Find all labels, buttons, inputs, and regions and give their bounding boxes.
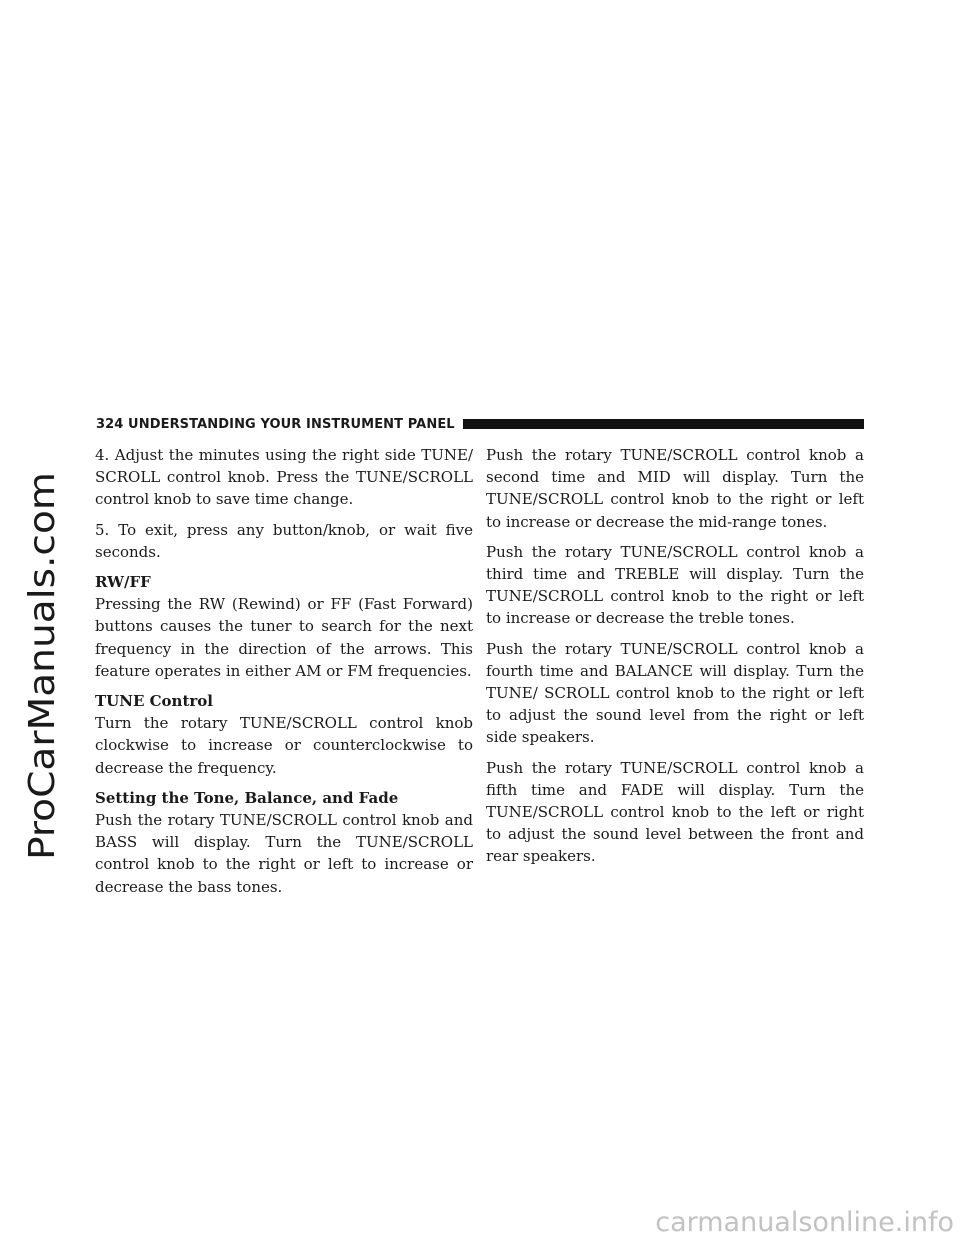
page-number-and-section-title: 324 UNDERSTANDING YOUR INSTRUMENT PANEL [96, 416, 455, 432]
fade-paragraph: Push the rotary TUNE/SCROLL control knob a fifth time and FADE will display. Turn the TUNE/SCROLL control knob to the left or right to adjust the sound level between the front and rear speakers. [486, 758, 864, 866]
step-5-paragraph: 5. To exit, press any button/knob, or wait five seconds. [95, 520, 473, 561]
step-4-paragraph: 4. Adjust the minutes using the right side TUNE/ SCROLL control knob. Press the TUNE/SCROLL control knob to save time change. [95, 446, 473, 509]
right-column [486, 444, 864, 876]
rwff-heading: RW/FF [95, 573, 151, 592]
side-watermark-text: ProCarManuals.com [22, 502, 63, 860]
balance-paragraph: Push the rotary TUNE/SCROLL control knob a fourth time and BALANCE will display. Turn the TUNE/ SCROLL control knob to the right or left to adjust the sound level from the right or left side speakers. [486, 639, 864, 747]
page-header [96, 414, 864, 434]
bass-paragraph: Push the rotary TUNE/SCROLL control knob and BASS will display. Turn the TUNE/SCROLL control knob to the right or left to increase or decrease the bass tones. [95, 811, 473, 896]
treble-paragraph: Push the rotary TUNE/SCROLL control knob a third time and TREBLE will display. Turn the TUNE/SCROLL control knob to the right or left to increase or decrease the treble tones. [486, 542, 864, 628]
header-rule-bar [463, 419, 864, 429]
mid-paragraph: Push the rotary TUNE/SCROLL control knob a second time and MID will display. Turn the TUNE/SCROLL control knob to the right or left to increase or decrease the mid-range tones. [486, 446, 864, 531]
tone-balance-fade-heading: Setting the Tone, Balance, and Fade [95, 788, 399, 807]
rwff-paragraph: Pressing the RW (Rewind) or FF (Fast Forward) buttons causes the tuner to search for the next frequency in the direction of the arrows. This feature operates in either AM or FM frequencies. [95, 595, 473, 680]
tune-control-paragraph: Turn the rotary TUNE/SCROLL control knob clockwise to increase or counterclockwise to decrease the frequency. [95, 714, 473, 777]
tune-control-heading: TUNE Control [95, 692, 213, 711]
side-watermark [2, 470, 82, 860]
bottom-watermark: carmanualsonline.info [655, 1207, 954, 1238]
left-column [95, 444, 473, 906]
